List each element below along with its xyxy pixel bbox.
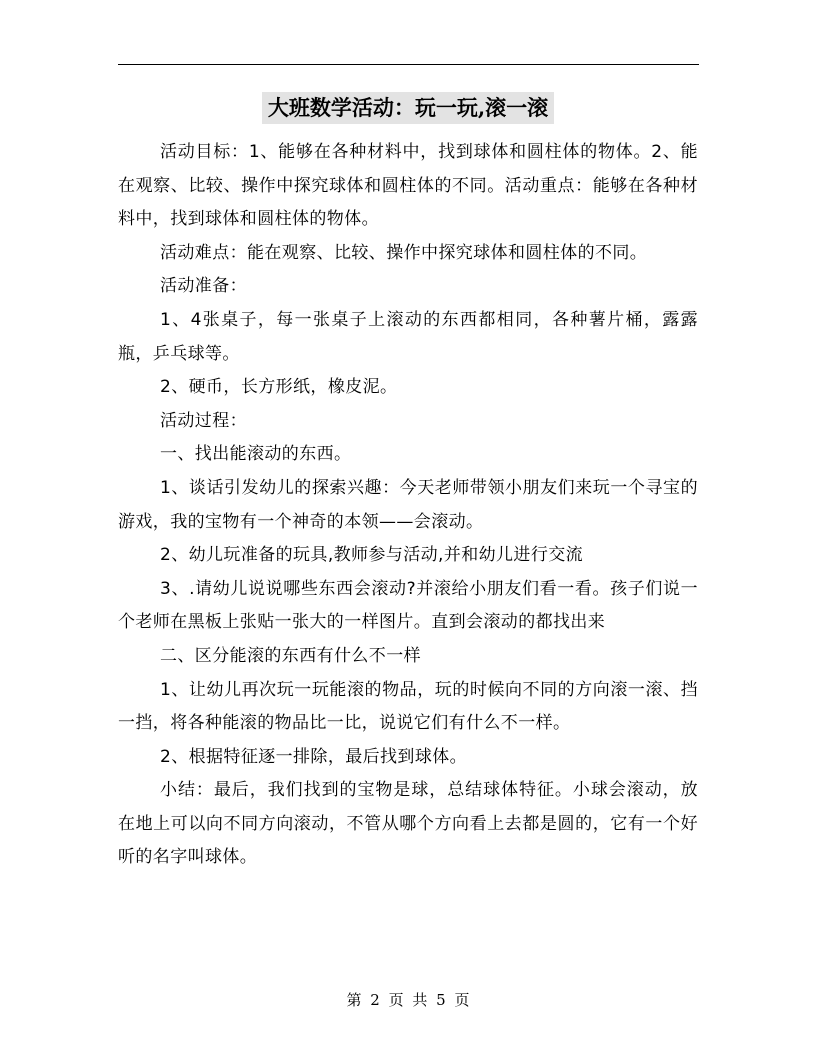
paragraph-preparation-1: 1、4张桌子，每一张桌子上滚动的东西都相同，各种薯片桶，露露瓶，乒乓球等。 bbox=[118, 309, 698, 364]
paragraph-step-3: 3、.请幼儿说说哪些东西会滚动?并滚给小朋友们看一看。孩子们说一个老师在黑板上张贴一张大的一样图片。直到会滚动的都找出来 bbox=[118, 578, 698, 633]
paragraph-preparation-heading: 活动准备： bbox=[160, 276, 247, 297]
paragraph-section-2-step-1: 1、让幼儿再次玩一玩能滚的物品，玩的时候向不同的方向滚一滚、挡一挡，将各种能滚的物品比一比，说说它们有什么不一样。 bbox=[118, 679, 698, 734]
paragraph-preparation-2: 2、硬币，长方形纸，橡皮泥。 bbox=[160, 377, 398, 398]
paragraph-step-2: 2、幼儿玩准备的玩具,教师参与活动,并和幼儿进行交流 bbox=[160, 545, 584, 566]
paragraph-difficulty: 活动难点：能在观察、比较、操作中探究球体和圆柱体的不同。 bbox=[160, 242, 648, 263]
paragraph-summary: 小结：最后，我们找到的宝物是球，总结球体特征。小球会滚动，放在地上可以向不同方向滚动，不管从哪个方向看上去都是圆的，它有一个好听的名字叫球体。 bbox=[118, 780, 698, 868]
paragraph-section-2-step-2: 2、根据特征逐一排除，最后找到球体。 bbox=[160, 746, 468, 767]
title-container bbox=[0, 92, 816, 124]
document-body bbox=[118, 136, 698, 875]
document-title: 大班数学活动：玩一玩,滚一滚 bbox=[262, 92, 554, 124]
paragraph-step-1: 1、谈话引发幼儿的探索兴趣：今天老师带领小朋友们来玩一个寻宝的游戏，我的宝物有一个神奇的本领——会滚动。 bbox=[118, 477, 698, 532]
paragraph-objectives: 活动目标：1、能够在各种材料中，找到球体和圆柱体的物体。2、能在观察、比较、操作中探究球体和圆柱体的不同。活动重点：能够在各种材料中，找到球体和圆柱体的物体。 bbox=[118, 142, 698, 230]
paragraph-section-2-heading: 二、区分能滚的东西有什么不一样 bbox=[160, 645, 421, 666]
paragraph-process-heading: 活动过程： bbox=[160, 410, 247, 431]
paragraph-section-1-heading: 一、找出能滚动的东西。 bbox=[160, 444, 352, 465]
header-rule bbox=[118, 64, 699, 65]
page-footer: 第 2 页 共 5 页 bbox=[346, 991, 470, 1009]
